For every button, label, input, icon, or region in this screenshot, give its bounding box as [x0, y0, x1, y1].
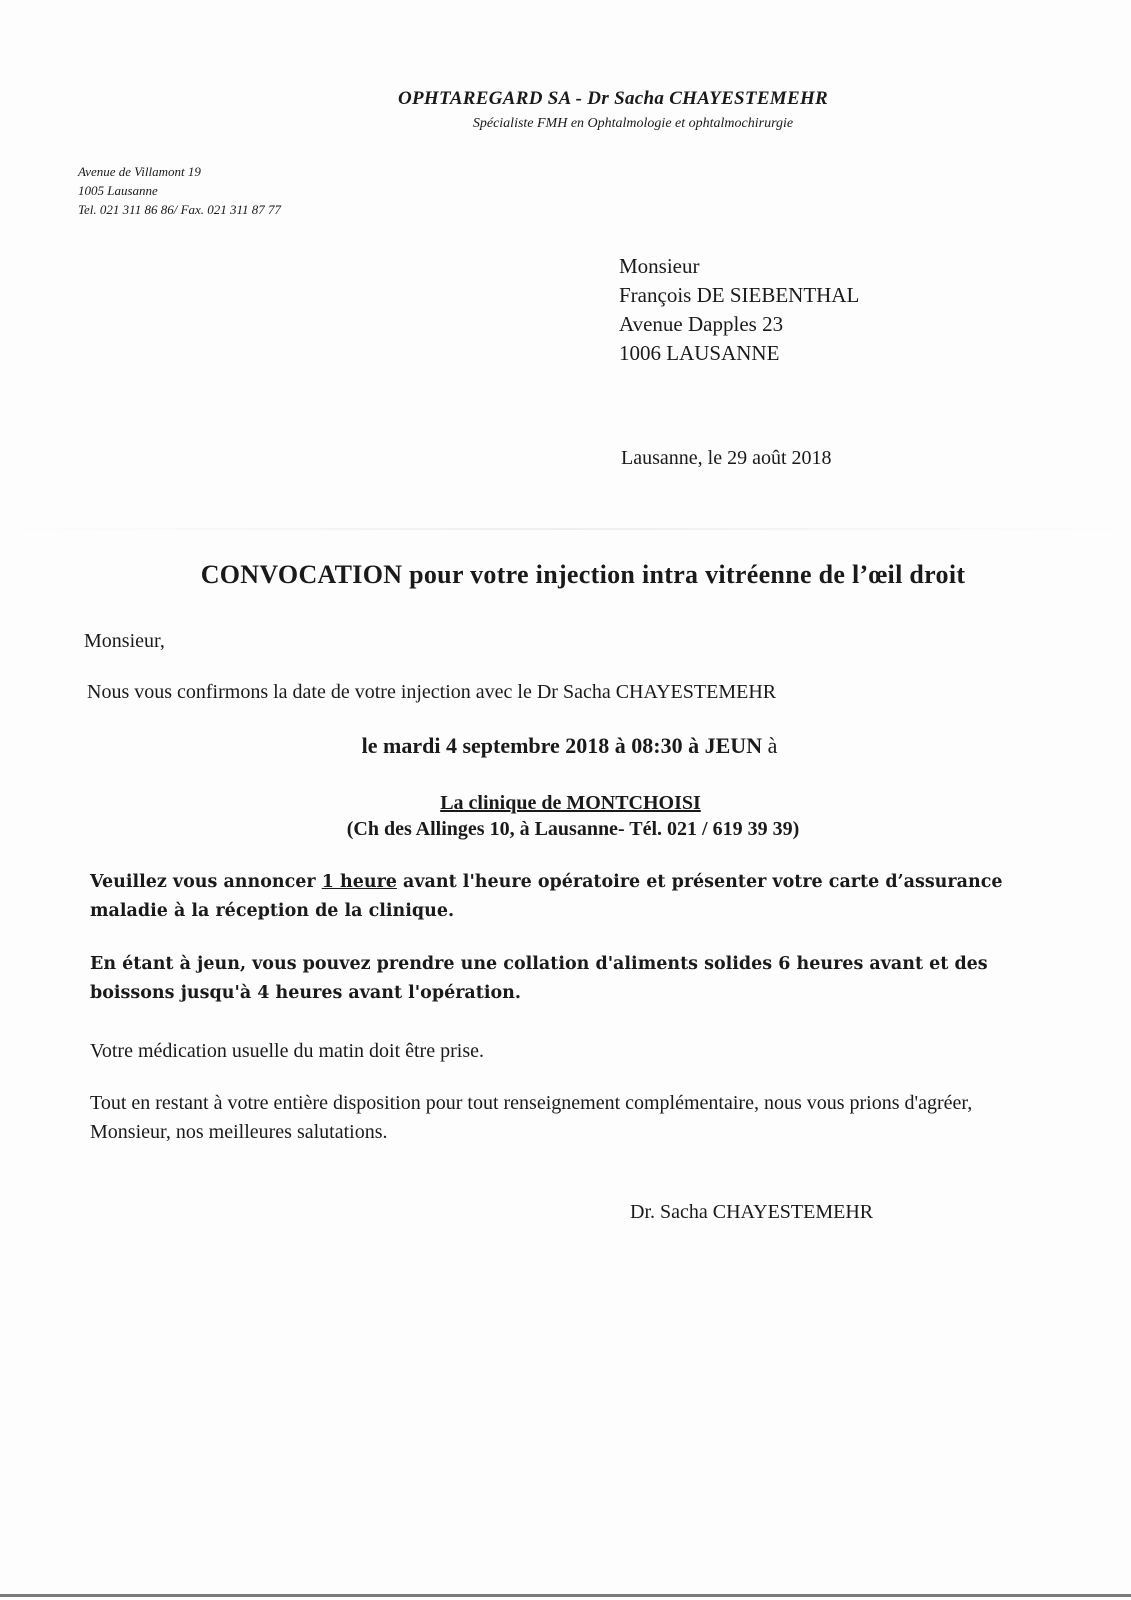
recipient-street: Avenue Dapples 23 [619, 312, 784, 336]
letter-date: Lausanne, le 29 août 2018 [621, 447, 832, 469]
arrival-text-start: Veuillez vous annoncer [90, 872, 322, 892]
recipient-city: 1006 LAUSANNE [619, 341, 780, 365]
signature: Dr. Sacha CHAYESTEMEHR [630, 1201, 874, 1223]
appointment-line [0, 733, 1131, 759]
confirmation-line: Nous vous confirmons la date de votre injection avec le Dr Sacha CHAYESTEMEHR [87, 681, 777, 703]
letterhead-company: OPHTAREGARD SA - Dr Sacha CHAYESTEMEHR [397, 88, 829, 109]
recipient-salutation: Monsieur [619, 254, 700, 278]
sender-street: Avenue de Villamont 19 [78, 164, 201, 179]
clinic-address: (Ch des Allinges 10, à Lausanne- Tél. 021 / 619 39 39) [346, 818, 800, 840]
appointment-suffix: à [762, 733, 778, 758]
closing-paragraph: Tout en restant à votre entière disposition pour tout renseignement complémentaire, nous vous prions d'agréer, Monsieur, nos meilleures salutations. [90, 1092, 973, 1143]
body-salutation: Monsieur, [84, 630, 165, 652]
sender-phone-fax: Tel. 021 311 86 86/ Fax. 021 311 87 77 [78, 202, 282, 217]
letterhead-specialty: Spécialiste FMH en Ophtalmologie et ophtalmochirurgie [472, 116, 794, 131]
recipient-address [619, 252, 859, 368]
scan-bottom-edge [0, 1594, 1131, 1597]
appointment-datetime: le mardi 4 septembre 2018 à 08:30 à JEUN [361, 733, 763, 758]
arrival-instructions [90, 868, 1050, 926]
letter-title: CONVOCATION pour votre injection intra vitréenne de l’œil droit [200, 560, 966, 589]
medication-note: Votre médication usuelle du matin doit être prise. [90, 1040, 484, 1062]
clinic-name: La clinique de MONTCHOISI [440, 792, 701, 814]
fasting-instructions: En étant à jeun, vous pouvez prendre une collation d'aliments solides 6 heures avant et des boissons jusqu'à 4 heures avant l'opération. [90, 954, 988, 1003]
arrival-time-underlined: 1 heure [321, 872, 397, 892]
sender-city: 1005 Lausanne [78, 183, 158, 198]
arrival-text-end: avant l'heure opératoire et présenter votre carte d’assurance maladie à la réception de la clinique. [90, 872, 1003, 921]
recipient-name: François DE SIEBENTHAL [619, 283, 860, 307]
paper-fold-line [0, 528, 1131, 530]
sender-address [78, 162, 281, 219]
